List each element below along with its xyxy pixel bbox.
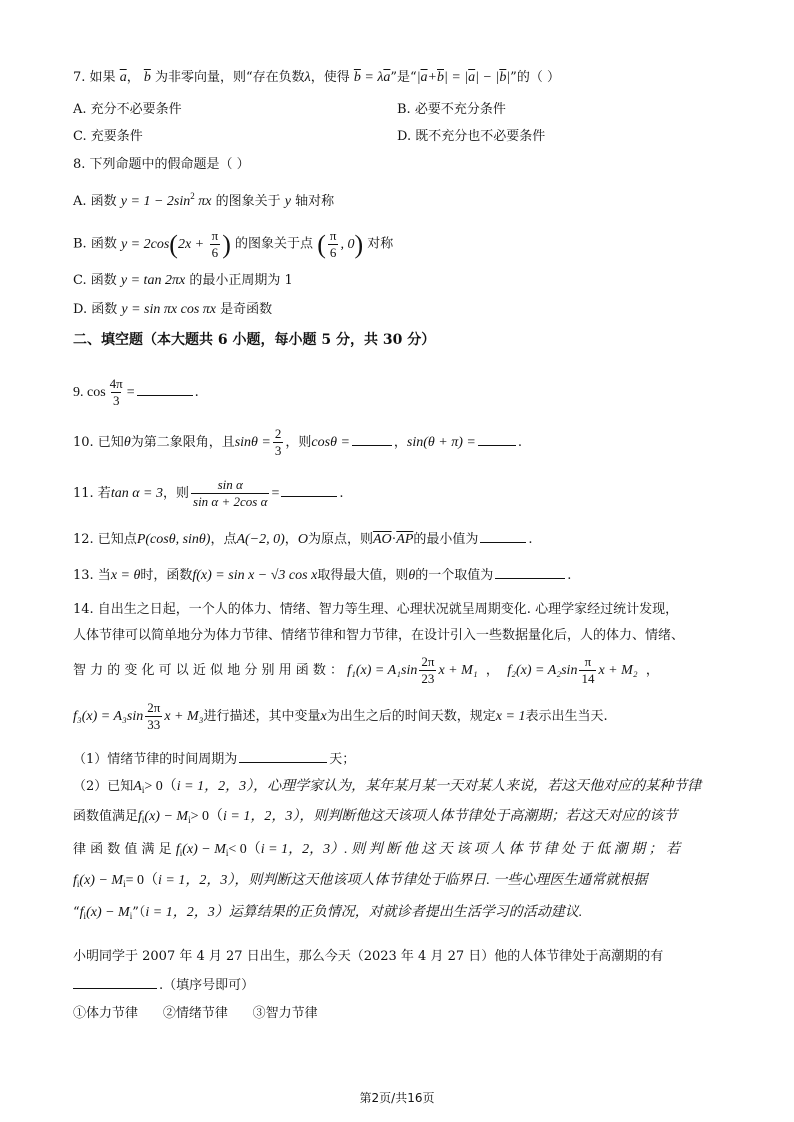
q14-l3-text: 智 力 的 变 化 可 以 近 似 地 分 别 用 函 数 ： (73, 663, 343, 678)
q14-l6-gt: > 0（ (190, 809, 223, 824)
q12-end: . (528, 532, 533, 547)
q7-option-b: B. 必要不充分条件 (397, 102, 506, 117)
q12-vector-ap: $\overline{AP}$ (396, 532, 414, 547)
q11-eq: = (271, 486, 280, 501)
q8-b-pre: B. 函数 (73, 236, 117, 252)
q8-d-post: 是奇函数 (220, 302, 273, 317)
q9-pre: 9. cos (73, 385, 106, 400)
q13-function: f(x) = sin x − √3 cos x (192, 568, 318, 583)
q8-option-a (73, 186, 744, 212)
q8-b-post2: 对称 (367, 236, 394, 252)
q14-l9-quote: “ (73, 905, 80, 920)
q12-blank[interactable] (480, 528, 526, 543)
q14-l4-x1: x = 1 (495, 709, 526, 724)
q14-options (73, 1004, 744, 1024)
q14-f1: f₁(x) = A₁sin $\frac{2\pi}{23}$ x + M₁ (347, 654, 478, 687)
q8-a-y: y (284, 194, 291, 209)
q14-part-2-line-5 (73, 903, 744, 926)
q8-b-math: y = 2cos(2x + $\frac{\pi}{6}$ ) (120, 228, 231, 260)
q8-c-pre: C. 函数 (73, 273, 117, 288)
q8-option-d (73, 300, 744, 320)
q7-text: 7. 如果 (73, 70, 116, 85)
q14-l4-x: x (320, 709, 327, 724)
q10-end: . (517, 435, 523, 450)
q12-point-a: A(−2, 0) (236, 532, 285, 547)
q8-option-b (73, 228, 744, 261)
q10-blank-2[interactable] (478, 431, 516, 446)
q8-c-math: y = tan 2πx (120, 273, 186, 288)
q13-blank[interactable] (495, 564, 565, 579)
q14-l6-text-a: 函数值满足 (73, 809, 139, 824)
q7-option-c: C. 充要条件 (73, 129, 143, 144)
q12-origin: O (297, 532, 308, 547)
q14-l4-text-b: 为出生之后的时间天数，规定 (326, 709, 496, 724)
q14-line-10: 小明同学于 2007 年 4 月 27 日出生，那么今天（2023 年 4 月 27 日）他的人体节律处于高潮期的有 (73, 949, 664, 964)
q7-condition-2: $|\overline{a}+\overline{b}| = |\overline{a}| - |\overline{b}|$ (416, 70, 511, 85)
q11-pre: 11. 若 (73, 486, 111, 501)
q10-mid: 为第二象限角，且 (130, 435, 235, 450)
q14-l4-text: 进行描述，其中变量 (203, 709, 321, 724)
q7-text-d: ”是“ (390, 70, 417, 85)
q7-option-a: A. 充分不必要条件 (73, 102, 182, 117)
q14-p2-a: $A_i$ (133, 779, 145, 795)
q8-a-pre: A. 函数 (73, 194, 117, 209)
q14-l8-eq: = 0（ (125, 873, 158, 888)
q13-x: x = θ (110, 568, 141, 583)
q11-mid: ，则 (163, 486, 190, 501)
q8-a-math: $y = 1 - 2\sin^2$ πx (120, 191, 212, 209)
q11-tan: tan α = 3 (110, 486, 163, 501)
q7-text-c: ，使得 (310, 70, 350, 85)
q13-mid2: 取得最大值，则 (317, 568, 409, 583)
section-2-heading: 二、填空题（本大题共 6 小题，每小题 5 分，共 30 分） (73, 332, 436, 348)
vector-a: $\overline{a}$ (119, 70, 127, 85)
q14-l7-lt: < 0（ (228, 842, 261, 857)
q13-pre: 13. 当 (73, 568, 111, 583)
q12-mid2: ， (284, 532, 298, 547)
q14-l7-text-e: i = 1，2，3）. 则 判 断 他 这 天 该 项 人 体 节 律 处 于 低 潮 期 ； 若 (260, 842, 681, 857)
question-8-stem: 8. 下列命题中的假命题是（ ） (73, 157, 250, 172)
q14-part-2-line-2 (73, 807, 744, 830)
q14-line-2: 人体节律可以简单地分为体力节律、情绪节律和智力节律，在设计引入一些数据量化后，人的体力、情绪、 (73, 628, 685, 643)
q14-part-2-line-4 (73, 871, 744, 894)
q10-pre: 10. 已知 (73, 435, 124, 450)
q14-part-1 (73, 748, 744, 770)
q12-dot: · (391, 532, 397, 547)
q14-part-2-line-3 (73, 840, 744, 863)
q14-l9-text-e: i = 1，2，3）运算结果的正负情况，对就诊者提出生活学习的活动建议. (145, 905, 583, 920)
q7-condition: $\overline{b} = \lambda\overline{a}$ (353, 70, 391, 85)
q12-mid: ，点 (210, 532, 237, 547)
q9-fraction: $\frac{4\pi}{3}$ (109, 376, 123, 408)
q9-eq: = (126, 385, 135, 400)
q12-mid3: 为原点，则 (307, 532, 373, 547)
page-footer: 第2页/共16页 (359, 1091, 435, 1105)
q14-p2-gt: > 0（ (144, 779, 177, 794)
q14-p2-text-d: i = 1，2，3），心理学家认为，某年某月某一天对某人来说，若这天他对应的某种节律 (176, 779, 702, 794)
q14-p1-end: 天； (329, 752, 356, 767)
q9-blank[interactable] (137, 381, 193, 396)
q8-option-c (73, 271, 744, 291)
q10-mid2: ，则 (285, 435, 312, 450)
q14-l6-text-e: i = 1，2，3），则判断他这天该项人体节律处于高潮期；若这天对应的该节 (223, 809, 678, 824)
question-11 (73, 477, 744, 510)
q14-p1-text: （1）情绪节律的时间周期为 (73, 752, 238, 767)
q13-mid: 时，函数 (140, 568, 193, 583)
q7-text-e: ”的（ ） (510, 70, 560, 85)
q14-l9-quote-end: ”（ (132, 905, 146, 920)
q11-blank[interactable] (281, 482, 337, 497)
q13-post: 的一个取值为 (415, 568, 494, 583)
q10-blank-1[interactable] (352, 431, 392, 446)
q11-fraction: $\frac{\text{sin α}}{\text{sin α + 2cos α}}$ (193, 477, 268, 509)
q14-l8-text-e: i = 1，2，3），则判断这天他该项人体节律处于临界日. 一些心理医生通常就根据 (157, 873, 648, 888)
q11-end: . (339, 486, 344, 501)
q8-a-post: 的图象关于 (215, 194, 281, 209)
q14-option-1: ①体力节律 (73, 1006, 139, 1021)
question-7-stem (73, 68, 744, 88)
question-10 (73, 426, 744, 459)
q14-option-3: ③智力节律 (252, 1006, 318, 1021)
q10-fraction: $\frac{2}{3}$ (274, 426, 282, 458)
q14-line-4 (73, 700, 744, 734)
q12-pre: 12. 已知点 (73, 532, 137, 547)
q14-l8-f: $f_i(x) - M_i$ (73, 873, 126, 889)
q8-b-post: 的图象关于点 (235, 236, 314, 252)
question-13 (73, 564, 744, 586)
q14-answer-blank[interactable] (73, 974, 157, 989)
q14-f3: f₃(x) = A₃sin $\frac{2\pi}{33}$ x + M₃ (73, 700, 204, 733)
q10-mid3: ， (393, 435, 407, 450)
q14-l11-text: .（填序号即可） (159, 978, 255, 993)
q14-l9-f: $f_i(x) - M_i$ (79, 905, 133, 921)
q7-comma: ， (126, 70, 140, 85)
q8-a-post2: 轴对称 (295, 194, 335, 209)
lambda: λ (304, 70, 311, 85)
q14-line-3: 智 力 的 变 化 可 以 近 似 地 分 别 用 函 数 ： f₁(x) = A₁sin $\frac{2\pi}{23}$ x + M₁ ， f₂(x) = A₂sin $\frac{\pi}{14}$ x + M₂ ， (73, 654, 659, 687)
q10-theta: θ (123, 435, 131, 450)
question-12 (73, 528, 744, 550)
q8-d-pre: D. 函数 (73, 302, 118, 317)
q12-post: 的最小值为 (413, 532, 479, 547)
q14-l6-f: $f_i(x) - M_i$ (138, 809, 191, 825)
q10-sin: sinθ = (234, 435, 271, 450)
q10-sin2: sin(θ + π) = (406, 435, 476, 450)
q7-text-b: 为非零向量，则“存在负数 (154, 70, 305, 85)
q10-cos: cosθ = (311, 435, 350, 450)
q14-part-2-line-1 (73, 777, 744, 800)
q8-c-post: 的最小正周期为 1 (189, 273, 293, 288)
q8-d-math: y = sin πx cos πx (121, 302, 216, 317)
q14-l4-text-d: 表示出生当天. (525, 709, 608, 724)
q12-point-p: P(cosθ, sinθ) (136, 532, 211, 547)
q14-line-11 (73, 974, 744, 996)
q13-end: . (567, 568, 572, 583)
q14-option-2: ②情绪节律 (162, 1006, 228, 1021)
q14-line-1: 14. 自出生之日起，一个人的体力、情绪、智力等生理、心理状况就呈周期变化. 心理学家经过统计发现， (73, 602, 679, 617)
q14-l7-f: $f_i(x) - M_i$ (175, 842, 229, 858)
q14-l7-text-a: 律 函 数 值 满 足 (73, 842, 172, 857)
q14-f2: f₂(x) = A₂sin $\frac{\pi}{14}$ x + M₂ (507, 654, 638, 687)
question-9 (73, 376, 744, 409)
q14-p2-text-a: （2）已知 (73, 779, 134, 794)
q13-theta: θ (408, 568, 416, 583)
q9-end: . (194, 385, 199, 400)
q7-option-d: D. 既不充分也不必要条件 (397, 129, 546, 144)
q8-b-point: ( $\frac{\pi}{6}$ , 0) (317, 228, 364, 260)
q12-vector-ao: $\overline{AO}$ (372, 532, 392, 547)
vector-b: $\overline{b}$ (143, 70, 151, 85)
q14-p1-blank[interactable] (239, 748, 327, 763)
